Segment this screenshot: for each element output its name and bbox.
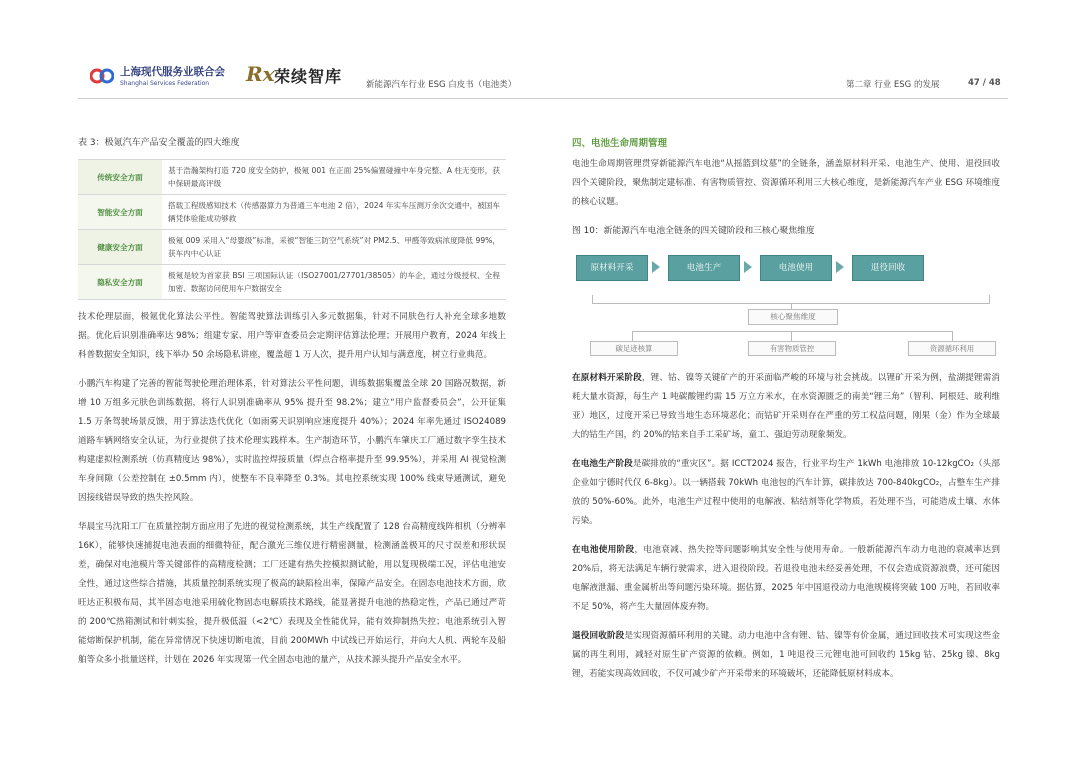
dimension-pill: 碳足迹核算 — [590, 341, 678, 356]
paragraph-text: ，电池衰减、热失控等问题影响其安全性与使用寿命。一般新能源汽车动力电池的衰减率达到 20%后，将无法满足车辆行驶需求，进入退役阶段。若退役电池未经妥善处理，不仅会造成资源浪费，还可能因电解液泄漏、重金属析出等问题污染环境。据估算，2025 年中国退役动力电池规模将突破 100 万吨，若回收率不足 50%，将产生大量固体废弃物。 — [572, 545, 1000, 612]
header-divider — [78, 98, 1008, 99]
dimension-pill: 有害物质管控 — [748, 341, 836, 356]
body-paragraph: 华晨宝马沈阳工厂在质量控制方面应用了先进的视觉检测系统，其生产线配置了 128 台高精度线阵相机（分辨率 16K），能够快速捕捉电池表面的细微特征，配合激光三维仪进行精密测量，检测涵盖极耳的尺寸误差和形状误差，确保对电池模片等关键部件的高精度检测；工厂还建有热失控模拟测试舱，用以复现极端工况，评估电池安全性，通过这些综合措施，其质量控制系统实现了极高的缺陷检出率，保障产品安全。在固态电池技术方面，欣旺达正积极布局，其半固态电池采用硫化物固态电解质技术路线，能显著提升电池的热稳定性，产品已通过严苛的 200℃热箱测试和针刺实验，提升极低温（<2℃）表现及全性能优异，能有效抑制热失控；电池系统引入智能熔断保护机制，能在异常情况下快速切断电流，目前 200MWh 中试线已开始运行，并向大人机、两轮车及船舶等众多小批量送样，计划在 2026 年实现第一代全固态电池的量产，从技术源头提升产品安全水平。 — [78, 522, 506, 665]
intro-paragraph: 电池生命周期管理贯穿新能源汽车电池“从摇篮到坟墓”的全链条，涵盖原材料开采、电池生产、使用、退役回收四个关键阶段，聚焦制定建标准、有害物质管控、资源循环利用三大核心维度，是新能源汽车产业 ESG 环境维度的核心议题。 — [572, 159, 1000, 207]
ssf-logo-icon — [90, 66, 114, 86]
chapter-title: 第二章 行业 ESG 的发展 — [846, 80, 940, 90]
body-paragraph — [572, 369, 1000, 445]
connector-line — [632, 331, 633, 341]
table-row — [78, 265, 506, 300]
body-paragraph — [572, 541, 1000, 617]
org1-name: 上海现代服务业联合会 — [120, 66, 225, 78]
paragraph-text: 是碳排放的“重灾区”。据 ICCT2024 报告，行业平均生产 1kWh 电池排放 10-12kgCO₂（头部企业如宁德时代仅 6-8kg）。以一辆搭载 70kWh 电池包的汽车计算，碳排放达 700-840kgCO₂，占整车生产排放的 50%-60%。此外，电池生产过程中使用的电解液、粘结剂等化学物质，若处理不当，可能造成土壤、水体污染。 — [572, 459, 1000, 526]
left-column — [78, 134, 506, 680]
dimension-pill: 资源循环利用 — [908, 341, 996, 356]
paragraph-text: ，锂、钴、镍等关键矿产的开采面临严峻的环境与社会挑战。以锂矿开采为例，盐湖提锂需消耗大量水资源，每生产 1 吨碳酸锂约需 15 万立方米水，在水资源匮乏的南美“锂三角”（智利、阿根廷、玻利维亚）地区，过度开采已导致当地生态环境恶化；而钴矿开采则存在严重的劳工权益问题，刚果（金）作为全球最大的钴生产国，约 20%的钴来自手工采矿场，童工、强迫劳动现象频发。 — [572, 373, 1000, 440]
dimension-name: 健康安全方面 — [78, 230, 162, 265]
paragraph-lead: 在原材料开采阶段 — [572, 373, 642, 383]
dimension-desc: 极氪是较为首家获 BSI 三项国际认证（ISO27001/27701/38505）的车企，通过分级授权、全程加密、数据访问使用车户数据安全 — [162, 265, 506, 300]
dimension-desc: 搭载工程级感知技术（传感器算力为普通三车电池 2 倍），2024 年实车压测万余次交通中，被国车辆凭体验能成功够救 — [162, 195, 506, 230]
right-column — [572, 134, 1000, 694]
document-title: 新能源汽车行业 ESG 白皮书（电池类） — [366, 80, 517, 90]
stage-box: 原材料开采 — [576, 255, 648, 281]
dimension-name: 隐私安全方面 — [78, 265, 162, 300]
table-row — [78, 195, 506, 230]
page-number: 47 / 48 — [968, 78, 1001, 88]
body-paragraph: 小鹏汽车构建了完善的智能驾驶伦理治理体系，针对算法公平性问题，训练数据集覆盖全球 20 国路况数据，新增 10 万组多元肤色训练数据，将行人识别准确率从 95% 提升至 98.2%；建立“用户监督委员会”，公开征集 1.5 万条驾驶场景反馈，用于算法迭代优化（如雨雾天识别响应速度提升 40%）；2024 年率先通过 ISO24089 道路车辆网络安全认证，为行业提供了技术伦理实践样本。生产制造环节，小鹏汽车肇庆工厂通过数字孪生技术构建虚拟检测系统（仿真精度达 98%），实时监控焊接质量（焊点合格率提升至 99.95%），并采用 AI 视觉检测车身间隙（公差控制在 ±0.5mm 内），使整车不良率降至 0.3%。其电控系统实现 100% 线束导通测试，避免因接线错误导致的热失控风险。 — [78, 379, 506, 503]
dimension-desc: 基于浩瀚架构打造 720 度安全防护，极氪 001 在正面 25%偏置碰撞中车身完整、A 柱无变形，获中保研最高评级 — [162, 160, 506, 195]
stage-box: 电池使用 — [760, 255, 832, 281]
arrow-right-icon — [836, 261, 844, 273]
paragraph-lead: 退役回收阶段 — [572, 631, 625, 641]
stage-box: 退役回收 — [852, 255, 924, 281]
table-row — [78, 160, 506, 195]
org2-name: 荣续智库 — [274, 67, 343, 86]
paragraph-text: 是实现资源循环利用的关键。动力电池中含有锂、钴、镍等有价金属，通过回收技术可实现这些金属的再生利用，减轻对原生矿产资源的依赖。例如，1 吨退役三元锂电池可回收约 15kg 钴、25kg 镍、8kg 锂，若能实现高效回收，不仅可减少矿产开采带来的环境破坏，还能降低原材料成本。 — [572, 631, 1000, 679]
figure-caption: 图 10：新能源汽车电池全链条的四关键阶段和三核心聚焦维度 — [572, 226, 815, 236]
org1-english-name: Shanghai Services Federation — [120, 80, 210, 87]
table-row — [78, 230, 506, 265]
connector-line — [632, 331, 952, 332]
dimension-name: 传统安全方面 — [78, 160, 162, 195]
arrow-right-icon — [744, 261, 752, 273]
lifecycle-diagram — [572, 249, 1000, 359]
section-title: 四、电池生命周期管理 — [572, 138, 668, 149]
body-paragraph — [572, 455, 1000, 531]
connector-line — [791, 331, 792, 341]
arrow-right-icon — [652, 261, 660, 273]
safety-dimensions-table — [78, 159, 506, 300]
dimension-desc: 极氪 009 采用入“母婴级”标准，采被“智能三防空气系统”对 PM2.5、甲醛等致病浓度降低 99%，获车内中心认证 — [162, 230, 506, 265]
paragraph-lead: 在电池使用阶段 — [572, 545, 635, 555]
table-caption: 表 3：极氪汽车产品安全覆盖的四大维度 — [78, 138, 240, 148]
stage-box: 电池生产 — [668, 255, 740, 281]
rx-logo-icon: Rx — [246, 62, 275, 86]
body-paragraph — [572, 627, 1000, 684]
dimension-name: 智能安全方面 — [78, 195, 162, 230]
connector-line — [952, 331, 953, 341]
core-dimension-label: 核心聚焦维度 — [748, 309, 838, 325]
body-paragraph: 技术伦理层面，极氪优化算法公平性。智能驾驶算法训练引入多元数据集，针对不同肤色行人补充全球多地数据。优化后识别准确率达 98%；组建专家、用户等审查委员会定期评估算法伦理；开展用户教育，2024 年线上科普数据安全知识，线下举办 50 余场隐私讲座，覆盖超 1 万人次，提升用户认知与满意度，树立行业典范。 — [78, 312, 506, 360]
paragraph-lead: 在电池生产阶段 — [572, 459, 633, 469]
